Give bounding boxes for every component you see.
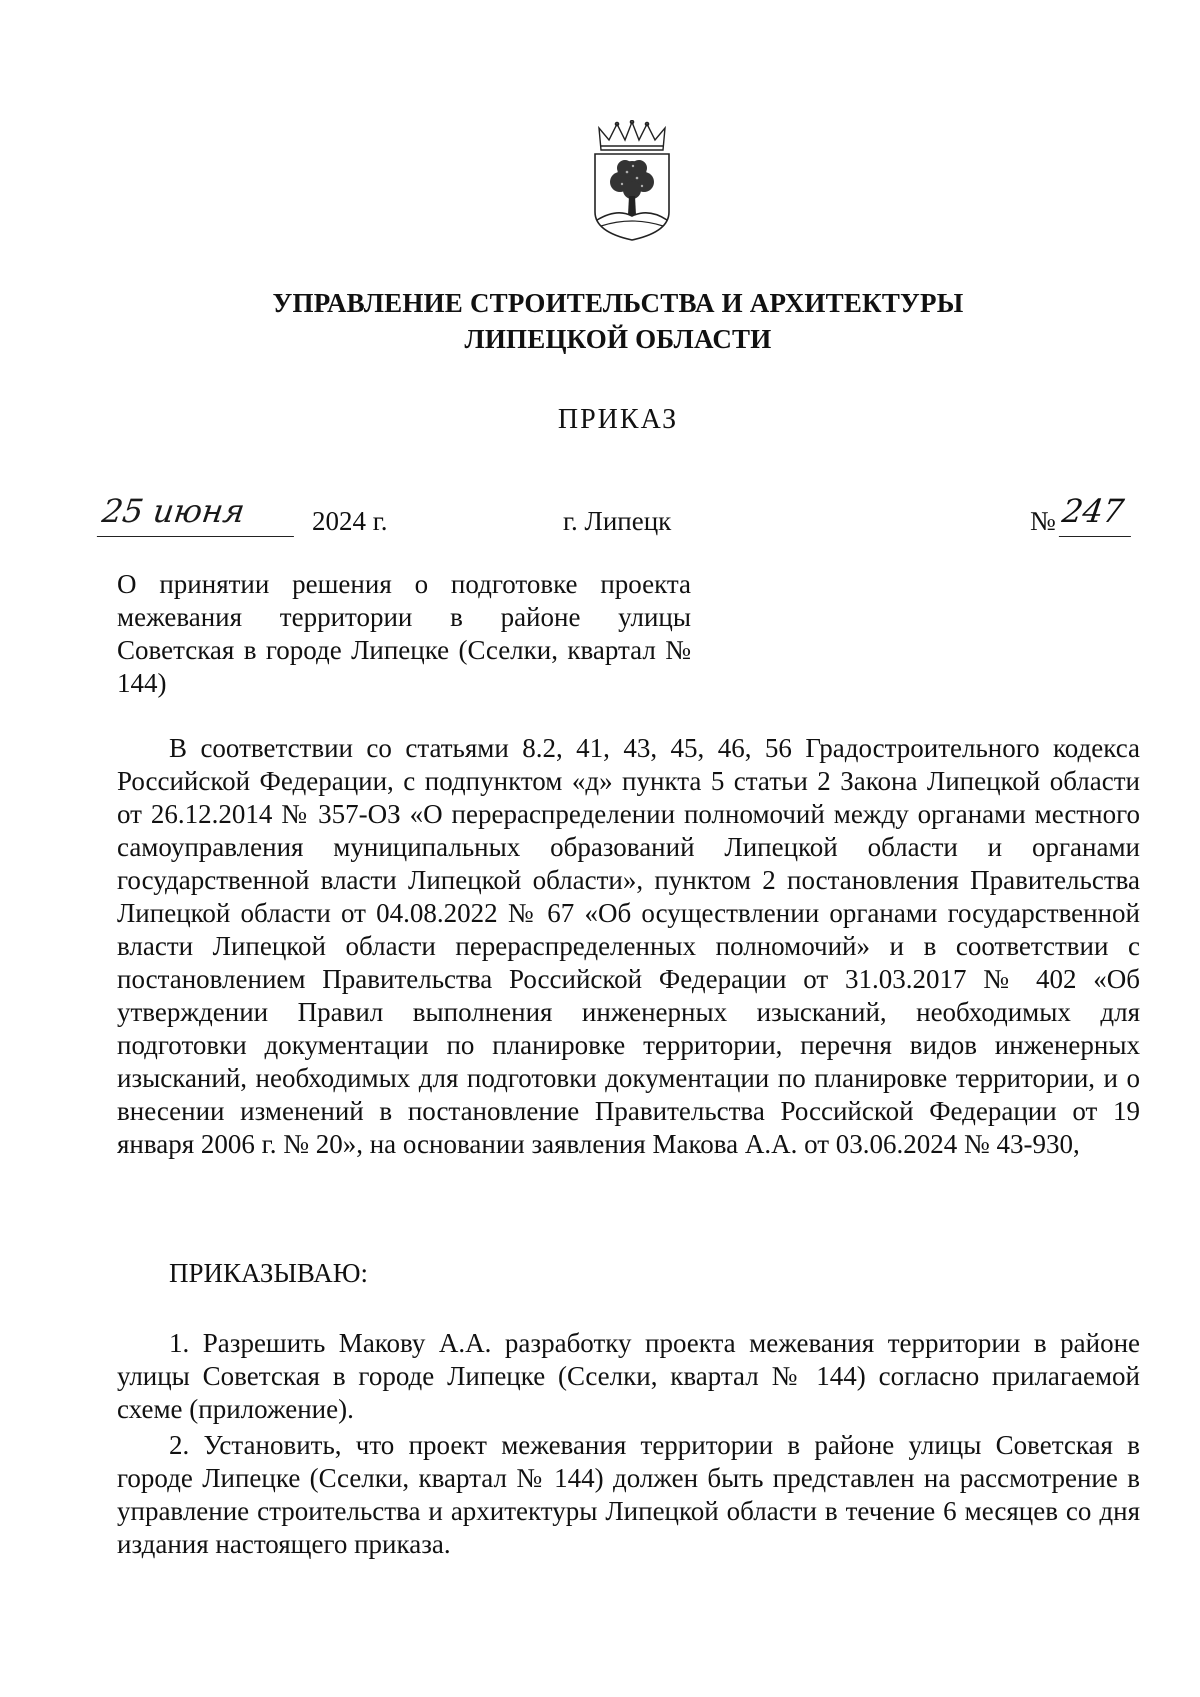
handwritten-number: 247 [1059,492,1137,537]
number-label: № [1030,506,1056,536]
order-item: 2. Установить, что проект межевания территории в районе улицы Советская в городе Липецке (Сселки, квартал № 144) должен быть представлен на рассмотрение в управление строительства и архитектуры Липецкой области в течение 6 месяцев со дня издания настоящего приказа. [117,1430,1140,1559]
document-subject: О принятии решения о подготовке проекта межевания территории в районе улицы Советская в городе Липецке (Сселки, квартал № 144) [117,569,691,698]
handwritten-date: 25 июня [97,492,300,537]
order-declaration: ПРИКАЗЫВАЮ: [169,1258,368,1288]
organization-name-line-1: УПРАВЛЕНИЕ СТРОИТЕЛЬСТВА И АРХИТЕКТУРЫ [272,288,964,318]
order-item: 1. Разрешить Макову А.А. разработку проекта межевания территории в районе улицы Советская в городе Липецке (Сселки, квартал № 144) согласно прилагаемой схеме (приложение). [117,1328,1140,1424]
document-year: 2024 г. [312,506,388,536]
organization-name-line-2: ЛИПЕЦКОЙ ОБЛАСТИ [464,324,772,354]
lipetsk-coat-of-arms-icon [587,120,677,242]
document-type-title: ПРИКАЗ [557,404,679,435]
document-city: г. Липецк [563,506,672,536]
preamble-paragraph: В соответствии со статьями 8.2, 41, 43, 45, 46, 56 Градостроительного кодекса Российской Федерации, с подпунктом «д» пункта 5 статьи 2 Закона Липецкой области от 26.12.2014 № 357-ОЗ «О перераспределении полномочий между органами местного самоуправления муниципальных образований Липецкой области и органами государственной власти Липецкой области», пунктом 2 постановления Правительства Липецкой области от 04.08.2022 № 67 «Об осуществлении органами государственной власти Липецкой области перераспределенных полномочий» и в соответствии с постановлением Правительства Российской Федерации от 31.03.2017 № 402 «Об утверждении Правил выполнения инженерных изысканий, необходимых для подготовки документации по планировке территории, перечня видов инженерных изысканий, необходимых для подготовки документации по планировке территории, и о внесении изменений в постановление Правительства Российской Федерации от 19 января 2006 г. № 20», на основании заявления Макова А.А. от 03.06.2024 № 43-930, [117,733,1140,1159]
date-number-line [99,492,1140,548]
